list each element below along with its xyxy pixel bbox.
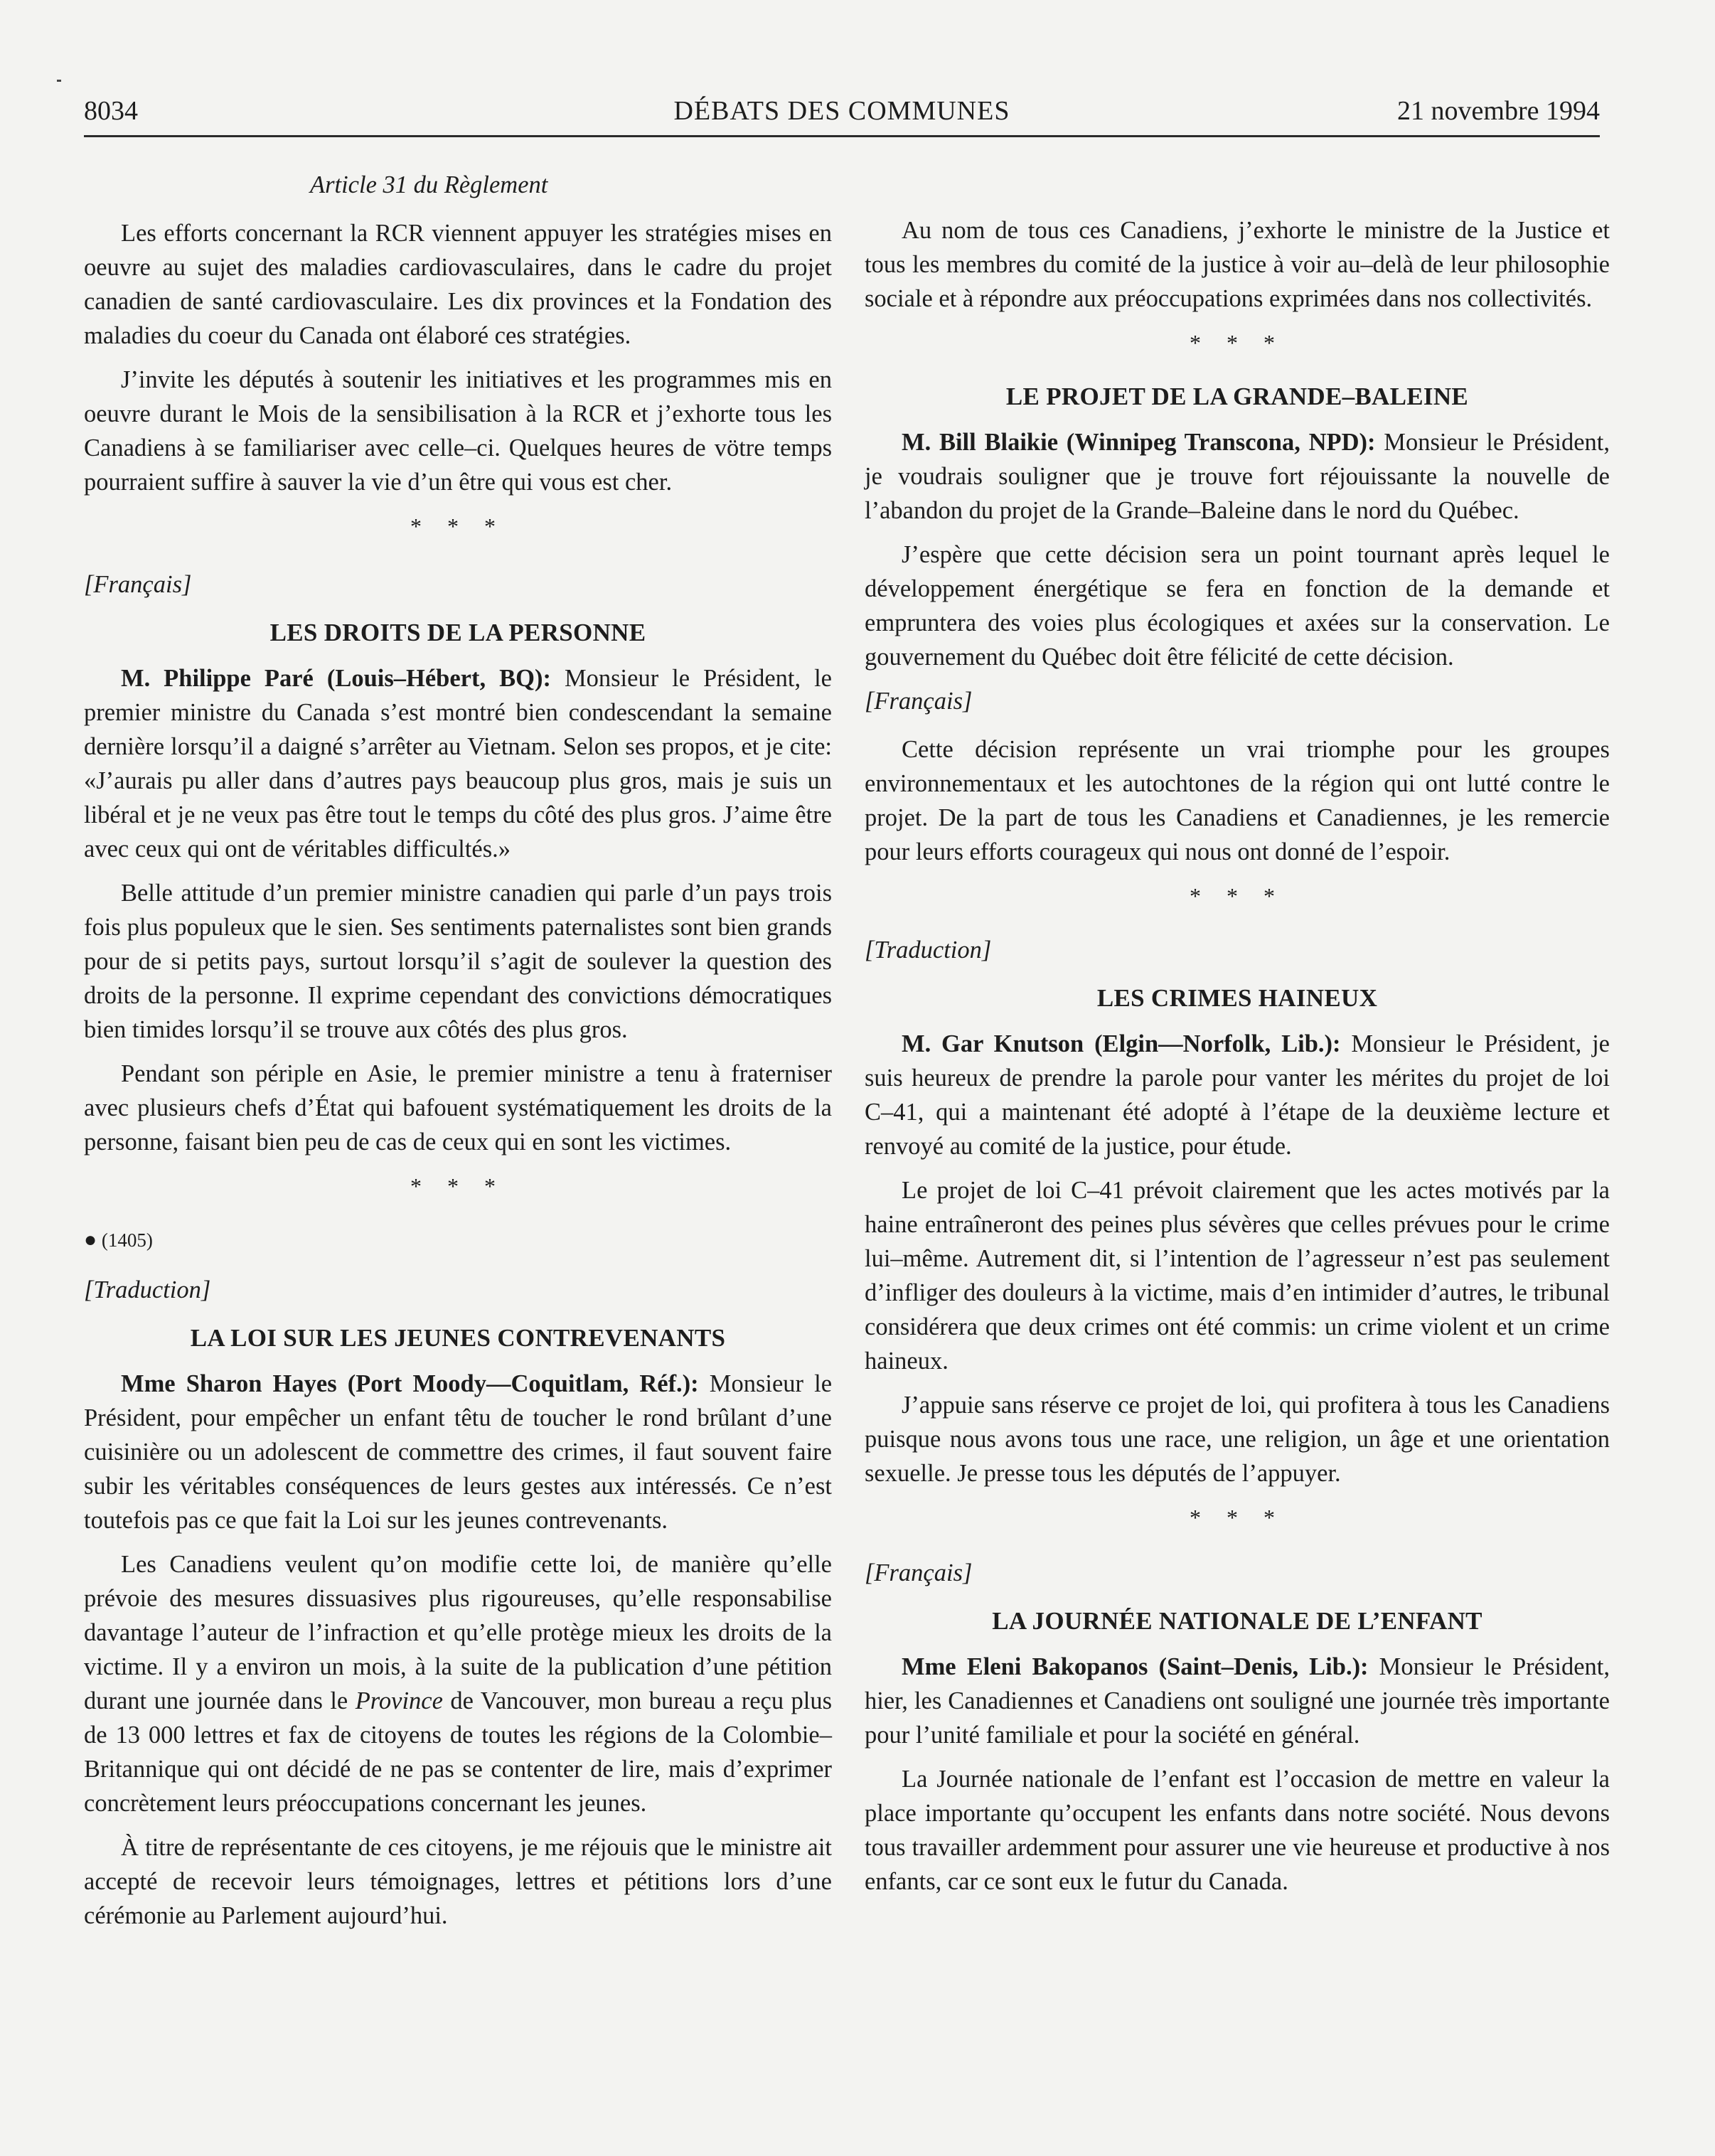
paragraph: J’espère que cette décision sera un point tournant après lequel le développement énergétique se fera en fonction de la demande et empruntera des voies plus écologiques et axées sur la conservation. Le gouvernement du Québec doit être félicité de cette décision. xyxy=(865,541,1610,671)
paragraph: Cette décision représente un vrai triomphe pour les groupes environnementaux et les autochtones de la région qui ont lutté contre le projet. De la part de tous les Canadiens et Canadiennes, je les remercie pour leurs efforts courageux qui nous ont donné de l’espoir. xyxy=(865,736,1610,865)
speaker-name: M. Bill Blaikie (Winnipeg Transcona, NPD): xyxy=(902,429,1376,456)
section-separator: * * * xyxy=(410,1173,506,1199)
paragraph: La Journée nationale de l’enfant est l’occasion de mettre en valeur la place importante qu’occupent les enfants dans notre société. Nous devons tous travailler ardemment pour assurer une vie heureuse et productive à nos enfants, car ce sont eux le futur du Canada. xyxy=(865,1766,1610,1895)
speech-text: Monsieur le Président, je voudrais souligner que je trouve fort réjouissante la nouvelle de l’abandon du projet de la Grande–Baleine dans le nord du Québec. xyxy=(865,429,1610,524)
section-heading: LES DROITS DE LA PERSONNE xyxy=(269,619,646,646)
publication-date: 21 novembre 1994 xyxy=(1397,96,1600,126)
bullet-icon: ● xyxy=(84,1228,97,1252)
scan-mark xyxy=(57,80,61,82)
paragraph xyxy=(84,1547,832,1820)
speech-text: Monsieur le Président, pour empêcher un enfant têtu de toucher le rond brûlant d’une cuisinière ou un adolescent de commettre des crimes, il faut souvent faire subir les véritables conséquences de leurs gestes aux intéressés. Ce n’est toutefois pas ce que fait la Loi sur les jeunes contrevenants. xyxy=(84,1370,833,1534)
section-heading: LA LOI SUR LES JEUNES CONTREVENANTS xyxy=(190,1324,726,1352)
page-number: 8034 xyxy=(84,96,138,126)
section-heading: LA JOURNÉE NATIONALE DE L’ENFANT xyxy=(992,1607,1482,1635)
timestamp-text: (1405) xyxy=(101,1229,153,1251)
language-note: [Français] xyxy=(865,1559,973,1586)
speech-paragraph xyxy=(865,1027,1610,1163)
paragraph: Pendant son périple en Asie, le premier ministre a tenu à fraterniser avec plusieurs chefs d’État qui bafouent systématiquement les droits de la personne, faisant bien peu de cas de ceux qui en sont les victimes. xyxy=(84,1060,832,1156)
speaker-name: M. Philippe Paré (Louis–Hébert, BQ): xyxy=(121,665,551,692)
standing-order-rubric: Article 31 du Règlement xyxy=(310,171,548,198)
page-header xyxy=(84,91,1600,137)
right-column xyxy=(865,213,1610,1909)
speech-text: Monsieur le Président, hier, les Canadiennes et Canadiens ont souligné une journée très importante pour l’unité familiale et pour la société en général. xyxy=(865,1653,1610,1749)
speech-text: Monsieur le Président, je suis heureux de prendre la parole pour vanter les mérites du projet de loi C–41, qui a maintenant été adopté à l’étape de la deuxième lecture et renvoyé au comité de la justice, pour étude. xyxy=(865,1030,1610,1160)
speaker-name: M. Gar Knutson (Elgin—Norfolk, Lib.): xyxy=(902,1030,1341,1057)
language-note: [Traduction] xyxy=(865,936,992,964)
speech-text: Monsieur le Président, le premier ministre du Canada s’est montré bien condescendant la semaine dernière lorsqu’il a daigné s’arrêter au Vietnam. Selon ses propos, et je cite: «J’aurais pu aller dans d’autres pays beaucoup plus gros, mais je suis un libéral et je ne veux pas être tout le temps du côté des plus gros. J’aime être avec ceux qui ont de véritables difficultés.» xyxy=(84,665,832,863)
section-separator: * * * xyxy=(1190,1505,1285,1530)
section-heading: LES CRIMES HAINEUX xyxy=(1096,984,1378,1012)
paragraph: Belle attitude d’un premier ministre canadien qui parle d’un pays trois fois plus populeux que le sien. Ses sentiments paternalistes sont bien grands pour de si petits pays, surtout lorsqu’il s’agit de soulever la question des droits de la personne. Il exprime cependant des convictions démocratiques bien timides lorsqu’il se trouve aux côtés des plus gros. xyxy=(84,880,832,1043)
italic-term: Province xyxy=(355,1687,443,1714)
speech-paragraph xyxy=(84,1367,832,1537)
section-separator: * * * xyxy=(410,513,506,539)
paragraph: J’invite les députés à soutenir les initiatives et les programmes mis en oeuvre durant le Mois de la sensibilisation à la RCR et j’exhorte tous les Canadiens à se familiariser avec celle–ci. Quelques heures de vötre temps pourraient suffire à sauver la vie d’un être qui vous est cher. xyxy=(84,366,832,496)
speech-paragraph xyxy=(84,661,832,866)
paragraph: Au nom de tous ces Canadiens, j’exhorte le ministre de la Justice et tous les membres du comité de la justice à voir au–delà de leur philosophie sociale et à répondre aux préoccupations exprimées dans nos collectivités. xyxy=(865,217,1610,312)
language-note: [Traduction] xyxy=(84,1276,211,1303)
paragraph-text: de Vancouver, mon bureau a reçu plus de 13 000 lettres et fax de citoyens de toutes les régions de la Colombie–Britannique qui ont décidé de ne pas se contenter de lire, mais d’exprimer concrètement leurs préoccupations concernant les jeunes. xyxy=(84,1687,833,1817)
speaker-name: Mme Eleni Bakopanos (Saint–Denis, Lib.): xyxy=(902,1653,1369,1680)
section-heading: LE PROJET DE LA GRANDE–BALEINE xyxy=(1005,383,1469,410)
language-note: [Français] xyxy=(865,688,973,715)
paragraph: J’appuie sans réserve ce projet de loi, qui profitera à tous les Canadiens puisque nous avons tous une race, une religion, un âge et une orientation sexuelle. Je presse tous les députés de l’appuyer. xyxy=(865,1392,1610,1487)
paragraph-text: Les Canadiens veulent qu’on modifie cette loi, de manière qu’elle prévoie des mesures dissuasives plus rigoureuses, qu’elle responsabilise davantage l’auteur de l’infraction et qu’elle protège mieux les droits de la victime. Il y a environ un mois, à la suite de la publication d’une pétition durant une journée dans le xyxy=(84,1551,832,1714)
publication-title: DÉBATS DES COMMUNES xyxy=(673,96,1010,126)
speech-paragraph xyxy=(865,425,1610,528)
speaker-name: Mme Sharon Hayes (Port Moody—Coquitlam, Réf.): xyxy=(121,1370,699,1397)
left-column xyxy=(84,168,832,1943)
section-separator: * * * xyxy=(1190,330,1285,356)
paragraph: Le projet de loi C–41 prévoit clairement que les actes motivés par la haine entraîneront des peines plus sévères que celles prévues pour le crime lui–même. Autrement dit, si l’intention de l’agresseur n’est pas seulement d’infliger des douleurs à la victime, mais d’en intimider d’autres, le tribunal considérera que deux crimes ont été commis: un crime violent et un crime haineux. xyxy=(865,1177,1610,1375)
speech-paragraph xyxy=(865,1650,1610,1752)
section-separator: * * * xyxy=(1190,883,1285,909)
paragraph: À titre de représentante de ces citoyens, je me réjouis que le ministre ait accepté de recevoir leurs témoignages, lettres et pétitions lors d’une cérémonie au Parlement aujourd’hui. xyxy=(84,1834,832,1929)
timestamp xyxy=(84,1223,832,1257)
paragraph: Les efforts concernant la RCR viennent appuyer les stratégies mises en oeuvre au sujet des maladies cardiovasculaires, dans le cadre du projet canadien de santé cardiovasculaire. Les dix provinces et la Fondation des maladies du coeur du Canada ont élaboré ces stratégies. xyxy=(84,220,832,349)
language-note: [Français] xyxy=(84,571,192,598)
